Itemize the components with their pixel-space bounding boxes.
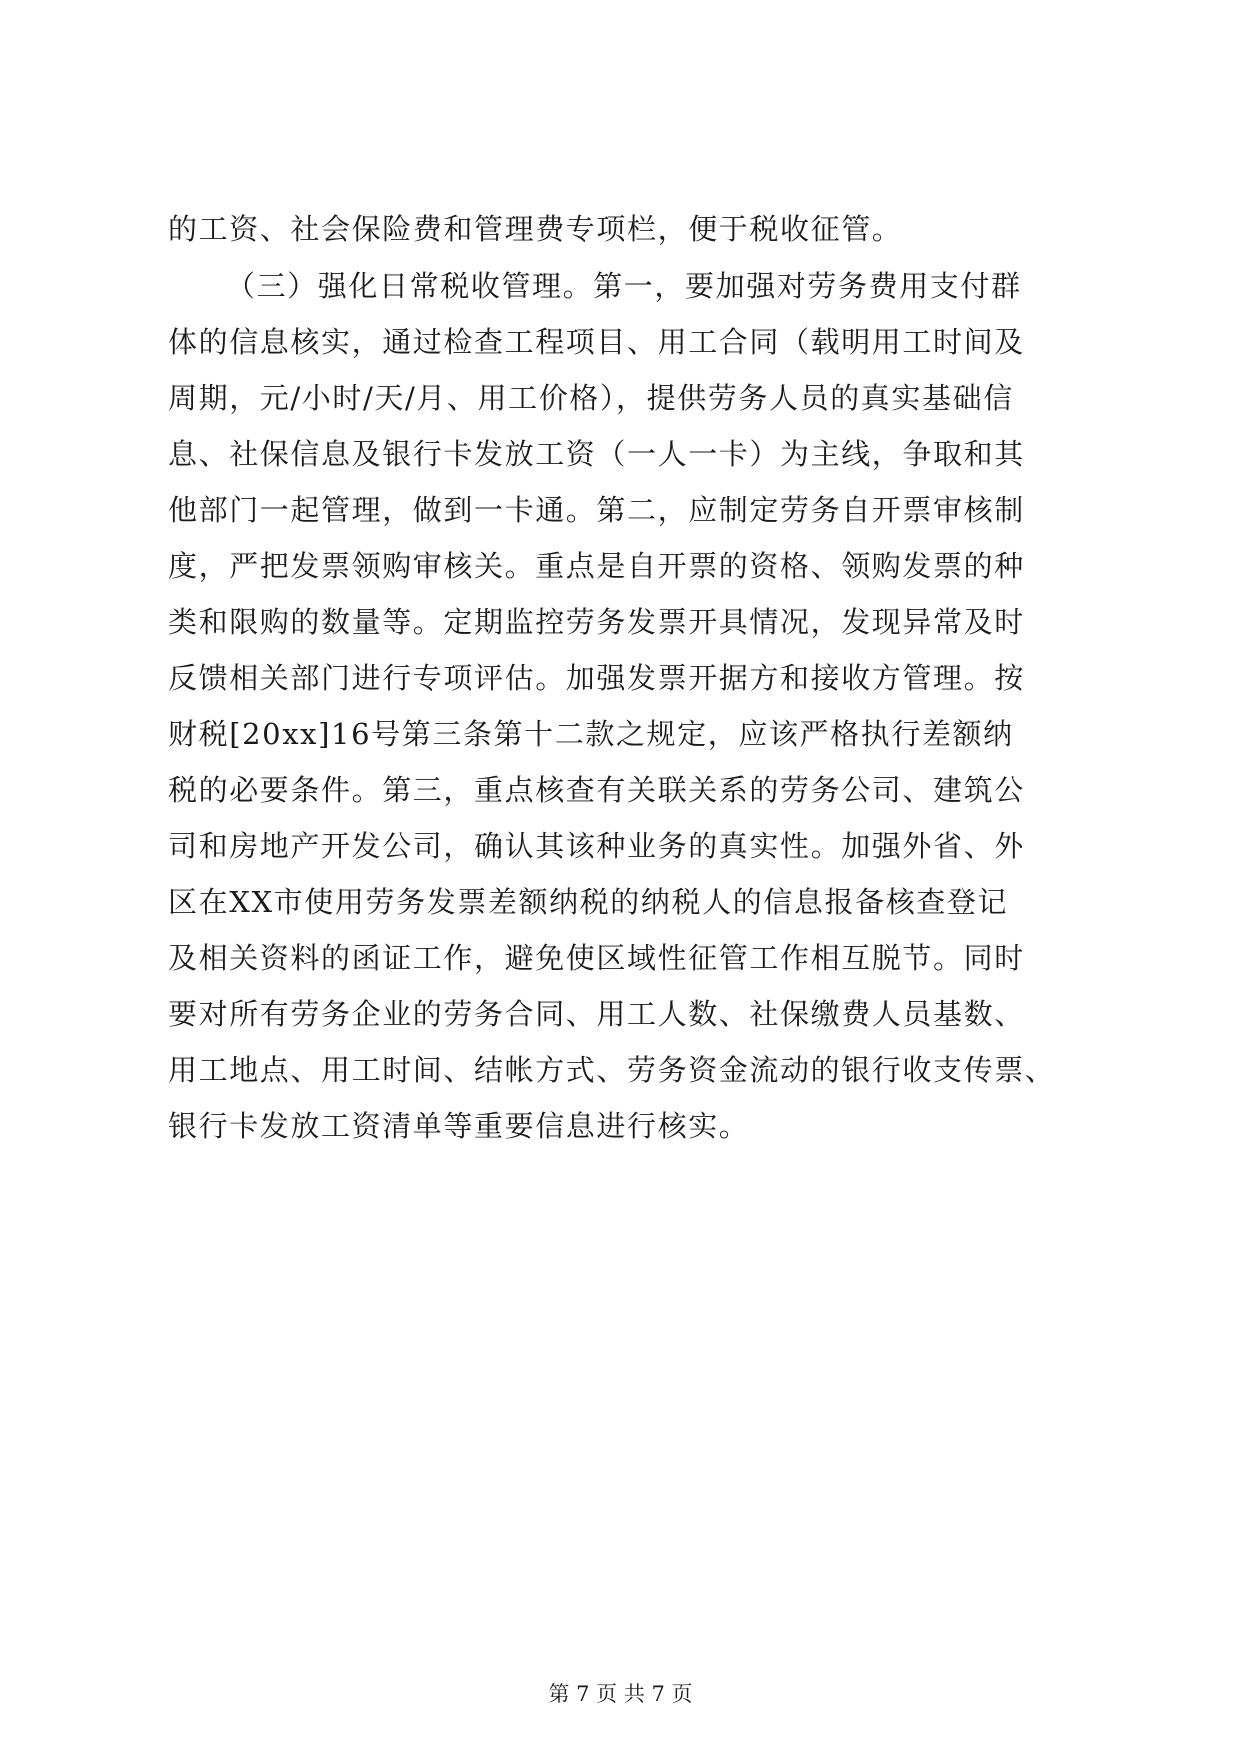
text-line: 区在XX市使用劳务发票差额纳税的纳税人的信息报备核查登记 [168,885,1009,919]
text-line: （三）强化日常税收管理。第一，要加强对劳务费用支付群 [226,269,1022,303]
text-line: 税的必要条件。第三，重点核查有关联关系的劳务公司、建筑公 [168,773,1025,807]
text-line: 周期，元/小时/天/月、用工价格），提供劳务人员的真实基础信 [168,381,1014,415]
text-line: 他部门一起管理，做到一卡通。第二，应制定劳务自开票审核制 [168,493,1025,527]
text-line: 的工资、社会保险费和管理费专项栏，便于税收征管。 [168,212,903,246]
text-line: 及相关资料的函证工作，避免使区域性征管工作相互脱节。同时 [168,941,1025,975]
text-line: 银行卡发放工资清单等重要信息进行核实。 [168,1109,750,1143]
text-line: 体的信息核实，通过检查工程项目、用工合同（载明用工时间及 [168,325,1025,359]
text-line: 息、社保信息及银行卡发放工资（一人一卡）为主线，争取和其 [168,437,1025,471]
text-line: 司和房地产开发公司，确认其该种业务的真实性。加强外省、外 [168,829,1025,863]
text-line: 类和限购的数量等。定期监控劳务发票开具情况，发现异常及时 [168,605,1025,639]
text-line: 要对所有劳务企业的劳务合同、用工人数、社保缴费人员基数、 [168,997,1025,1031]
text-line: 财税[20xx]16号第三条第十二款之规定，应该严格执行差额纳 [168,717,1014,751]
text-line: 度，严把发票领购审核关。重点是自开票的资格、领购发票的种 [168,549,1025,583]
page-number-footer: 第 7 页 共 7 页 [548,1682,693,1706]
text-line: 用工地点、用工时间、结帐方式、劳务资金流动的银行收支传票、 [168,1053,1056,1087]
text-line: 反馈相关部门进行专项评估。加强发票开据方和接收方管理。按 [168,661,1025,695]
